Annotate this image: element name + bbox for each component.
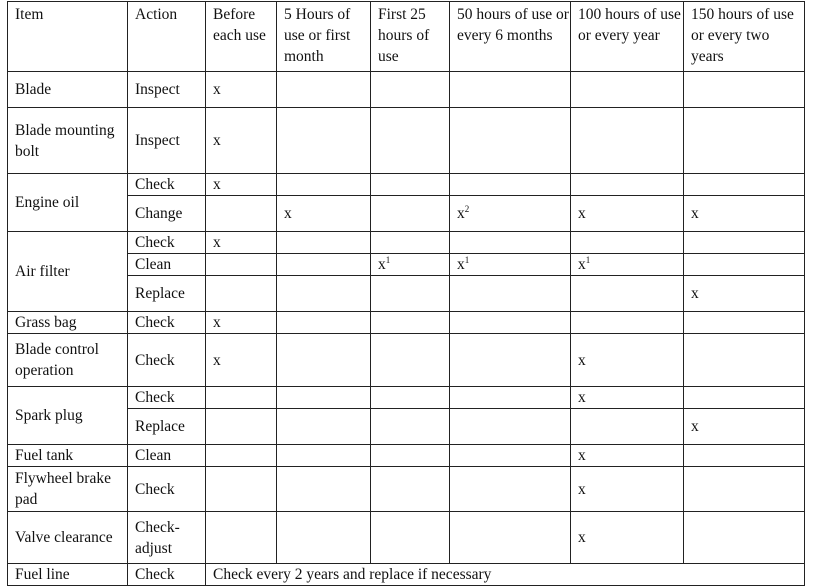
table-row xyxy=(8,409,805,445)
footnote-ref: 1 xyxy=(385,255,391,265)
empty-cell xyxy=(371,312,450,334)
empty-cell xyxy=(206,445,277,467)
item-cell: Fuel tank xyxy=(8,445,128,467)
empty-cell xyxy=(277,108,371,174)
empty-cell xyxy=(684,72,805,108)
empty-cell xyxy=(571,72,684,108)
mark-cell: x xyxy=(206,334,277,387)
empty-cell xyxy=(277,232,371,254)
mark-cell: x xyxy=(571,334,684,387)
empty-cell xyxy=(571,174,684,196)
empty-cell xyxy=(277,72,371,108)
empty-cell xyxy=(450,72,571,108)
action-cell: Check xyxy=(128,387,206,409)
action-cell: Clean xyxy=(128,445,206,467)
empty-cell xyxy=(450,467,571,512)
empty-cell xyxy=(450,387,571,409)
empty-cell xyxy=(571,108,684,174)
empty-cell xyxy=(277,312,371,334)
mark-text: x xyxy=(457,205,465,222)
empty-cell xyxy=(684,445,805,467)
item-cell: Blade control operation xyxy=(8,334,128,387)
empty-cell xyxy=(571,276,684,312)
table-row xyxy=(8,254,805,276)
empty-cell xyxy=(450,108,571,174)
action-cell: Clean xyxy=(128,254,206,276)
mark-cell: x xyxy=(571,196,684,232)
mark-text: x xyxy=(457,256,465,273)
empty-cell xyxy=(450,174,571,196)
mark-cell: x xyxy=(571,387,684,409)
item-cell: Air filter xyxy=(8,232,128,312)
empty-cell xyxy=(371,196,450,232)
mark-cell: x xyxy=(206,232,277,254)
empty-cell xyxy=(684,174,805,196)
empty-cell xyxy=(206,387,277,409)
item-cell: Grass bag xyxy=(8,312,128,334)
empty-cell xyxy=(571,409,684,445)
footnote-ref: 1 xyxy=(585,255,591,265)
table-row xyxy=(8,276,805,312)
empty-cell xyxy=(684,312,805,334)
table-row xyxy=(8,387,805,409)
table-row xyxy=(8,108,805,174)
header-100-hours: 100 hours of use or every year xyxy=(571,2,684,72)
empty-cell xyxy=(206,196,277,232)
empty-cell xyxy=(277,334,371,387)
table-row xyxy=(8,512,805,564)
empty-cell xyxy=(277,276,371,312)
empty-cell xyxy=(571,232,684,254)
table-row xyxy=(8,72,805,108)
empty-cell xyxy=(684,108,805,174)
action-cell: Check-adjust xyxy=(128,512,206,564)
mark-cell xyxy=(371,254,450,276)
table-row xyxy=(8,174,805,196)
action-cell: Change xyxy=(128,196,206,232)
empty-cell xyxy=(450,512,571,564)
action-cell: Inspect xyxy=(128,108,206,174)
footnote-ref: 1 xyxy=(464,255,470,265)
item-cell: Spark plug xyxy=(8,387,128,445)
table-row xyxy=(8,467,805,512)
mark-cell xyxy=(450,254,571,276)
item-cell: Engine oil xyxy=(8,174,128,232)
empty-cell xyxy=(450,409,571,445)
empty-cell xyxy=(206,512,277,564)
fuel-line-note: Check every 2 years and replace if necessary xyxy=(206,564,805,586)
mark-cell: x xyxy=(277,196,371,232)
empty-cell xyxy=(371,276,450,312)
empty-cell xyxy=(371,387,450,409)
empty-cell xyxy=(371,108,450,174)
table-row xyxy=(8,445,805,467)
empty-cell xyxy=(371,334,450,387)
mark-cell: x xyxy=(206,174,277,196)
header-action: Action xyxy=(128,2,206,72)
empty-cell xyxy=(371,174,450,196)
mark-cell: x xyxy=(684,196,805,232)
empty-cell xyxy=(450,276,571,312)
action-cell: Check xyxy=(128,232,206,254)
header-first-25-hours: First 25 hours of use xyxy=(371,2,450,72)
table-row xyxy=(8,232,805,254)
footnote-ref: 2 xyxy=(464,204,470,214)
empty-cell xyxy=(684,334,805,387)
header-before-each-use: Before each use xyxy=(206,2,277,72)
action-cell: Replace xyxy=(128,409,206,445)
action-cell: Check xyxy=(128,334,206,387)
action-cell: Inspect xyxy=(128,72,206,108)
empty-cell xyxy=(277,467,371,512)
table-row xyxy=(8,334,805,387)
header-50-hours: 50 hours of use or every 6 months xyxy=(450,2,571,72)
header-item: Item xyxy=(8,2,128,72)
empty-cell xyxy=(684,387,805,409)
empty-cell xyxy=(371,72,450,108)
mark-text: x xyxy=(578,256,586,273)
action-cell: Check xyxy=(128,467,206,512)
item-cell: Blade xyxy=(8,72,128,108)
mark-cell xyxy=(571,254,684,276)
empty-cell xyxy=(277,512,371,564)
empty-cell xyxy=(684,254,805,276)
empty-cell xyxy=(450,232,571,254)
empty-cell xyxy=(450,445,571,467)
empty-cell xyxy=(206,254,277,276)
table-row xyxy=(8,312,805,334)
item-cell: Valve clearance xyxy=(8,512,128,564)
empty-cell xyxy=(571,312,684,334)
table-row xyxy=(8,564,805,586)
action-cell: Check xyxy=(128,174,206,196)
action-cell: Check xyxy=(128,564,206,586)
mark-cell: x xyxy=(206,312,277,334)
empty-cell xyxy=(371,232,450,254)
empty-cell xyxy=(371,445,450,467)
table-row xyxy=(8,196,805,232)
empty-cell xyxy=(206,409,277,445)
empty-cell xyxy=(684,512,805,564)
mark-cell: x xyxy=(206,72,277,108)
item-cell: Fuel line xyxy=(8,564,128,586)
mark-cell: x xyxy=(684,409,805,445)
empty-cell xyxy=(277,409,371,445)
mark-cell: x xyxy=(571,512,684,564)
mark-cell: x xyxy=(571,467,684,512)
header-150-hours: 150 hours of use or every two years xyxy=(684,2,805,72)
maintenance-schedule-table xyxy=(7,1,805,586)
empty-cell xyxy=(684,232,805,254)
mark-cell: x xyxy=(206,108,277,174)
empty-cell xyxy=(277,254,371,276)
empty-cell xyxy=(206,467,277,512)
mark-cell: x xyxy=(571,445,684,467)
empty-cell xyxy=(277,445,371,467)
action-cell: Replace xyxy=(128,276,206,312)
item-cell: Flywheel brake pad xyxy=(8,467,128,512)
empty-cell xyxy=(684,467,805,512)
empty-cell xyxy=(371,512,450,564)
empty-cell xyxy=(371,467,450,512)
empty-cell xyxy=(206,276,277,312)
empty-cell xyxy=(277,387,371,409)
mark-cell xyxy=(450,196,571,232)
mark-cell: x xyxy=(684,276,805,312)
action-cell: Check xyxy=(128,312,206,334)
item-cell: Blade mounting bolt xyxy=(8,108,128,174)
header-5-hours: 5 Hours of use or first month xyxy=(277,2,371,72)
mark-text: x xyxy=(378,256,386,273)
empty-cell xyxy=(450,334,571,387)
empty-cell xyxy=(371,409,450,445)
header-row xyxy=(8,2,805,72)
empty-cell xyxy=(450,312,571,334)
empty-cell xyxy=(277,174,371,196)
